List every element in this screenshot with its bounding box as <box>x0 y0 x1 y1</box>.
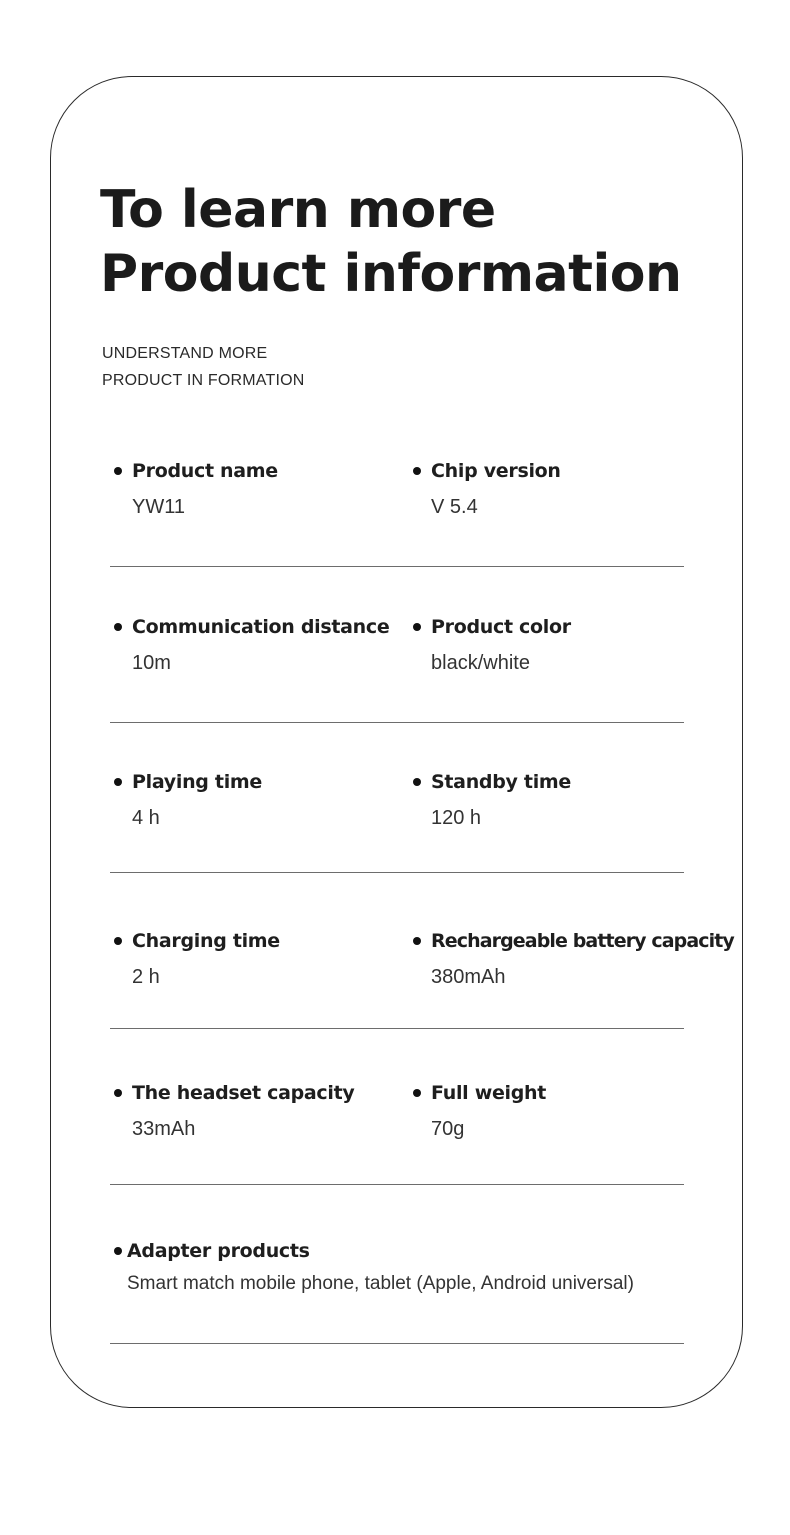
bullet-icon <box>413 778 421 786</box>
divider <box>110 566 684 567</box>
subtitle-line-2: PRODUCT IN FORMATION <box>102 372 305 389</box>
bullet-icon <box>114 1247 122 1255</box>
divider <box>110 1028 684 1029</box>
spec-label: Full weight <box>431 1082 547 1104</box>
spec-adapter-products <box>114 1239 634 1296</box>
spec-headset-capacity <box>114 1081 354 1141</box>
spec-full-weight <box>413 1081 546 1141</box>
spec-value: 4 h <box>132 807 160 829</box>
bullet-icon <box>114 623 122 631</box>
spec-product-color <box>413 615 571 675</box>
spec-standby-time <box>413 770 571 830</box>
spec-label: Product color <box>431 616 571 638</box>
spec-value: V 5.4 <box>431 496 478 518</box>
spec-value: black/white <box>431 652 530 674</box>
bullet-icon <box>413 1089 421 1097</box>
spec-value: 70g <box>431 1118 465 1140</box>
divider <box>110 1343 684 1344</box>
spec-label: Product name <box>132 460 278 482</box>
spec-label: The headset capacity <box>132 1082 355 1104</box>
spec-product-name <box>114 459 278 519</box>
spec-label: Rechargeable battery capacity <box>431 930 734 952</box>
bullet-icon <box>114 1089 122 1097</box>
spec-value: 2 h <box>132 966 160 988</box>
bullet-icon <box>114 467 122 475</box>
divider <box>110 722 684 723</box>
spec-value: YW11 <box>132 496 185 518</box>
bullet-icon <box>114 778 122 786</box>
spec-playing-time <box>114 770 262 830</box>
bullet-icon <box>413 467 421 475</box>
spec-label: Standby time <box>431 771 571 793</box>
spec-battery-capacity <box>413 929 734 989</box>
spec-chip-version <box>413 459 561 519</box>
spec-label: Communication distance <box>132 616 390 638</box>
spec-label: Charging time <box>132 930 280 952</box>
spec-charging-time <box>114 929 280 989</box>
bullet-icon <box>413 623 421 631</box>
spec-communication-distance <box>114 615 389 675</box>
divider <box>110 872 684 873</box>
divider <box>110 1184 684 1185</box>
page-title <box>100 178 682 306</box>
spec-value: 10m <box>132 652 171 674</box>
spec-label: Playing time <box>132 771 262 793</box>
spec-value: 33mAh <box>132 1118 196 1140</box>
spec-value: 380mAh <box>431 966 506 988</box>
spec-value: 120 h <box>431 807 482 829</box>
subtitle-line-1: UNDERSTAND MORE <box>102 345 268 362</box>
title-line-1: To learn more <box>100 180 496 240</box>
title-line-2: Product information <box>100 244 682 304</box>
spec-label: Chip version <box>431 460 561 482</box>
spec-value: Smart match mobile phone, tablet (Apple, Android universal) <box>127 1273 634 1294</box>
bullet-icon <box>114 937 122 945</box>
spec-label: Adapter products <box>127 1240 310 1262</box>
bullet-icon <box>413 937 421 945</box>
page-subtitle <box>102 340 305 394</box>
